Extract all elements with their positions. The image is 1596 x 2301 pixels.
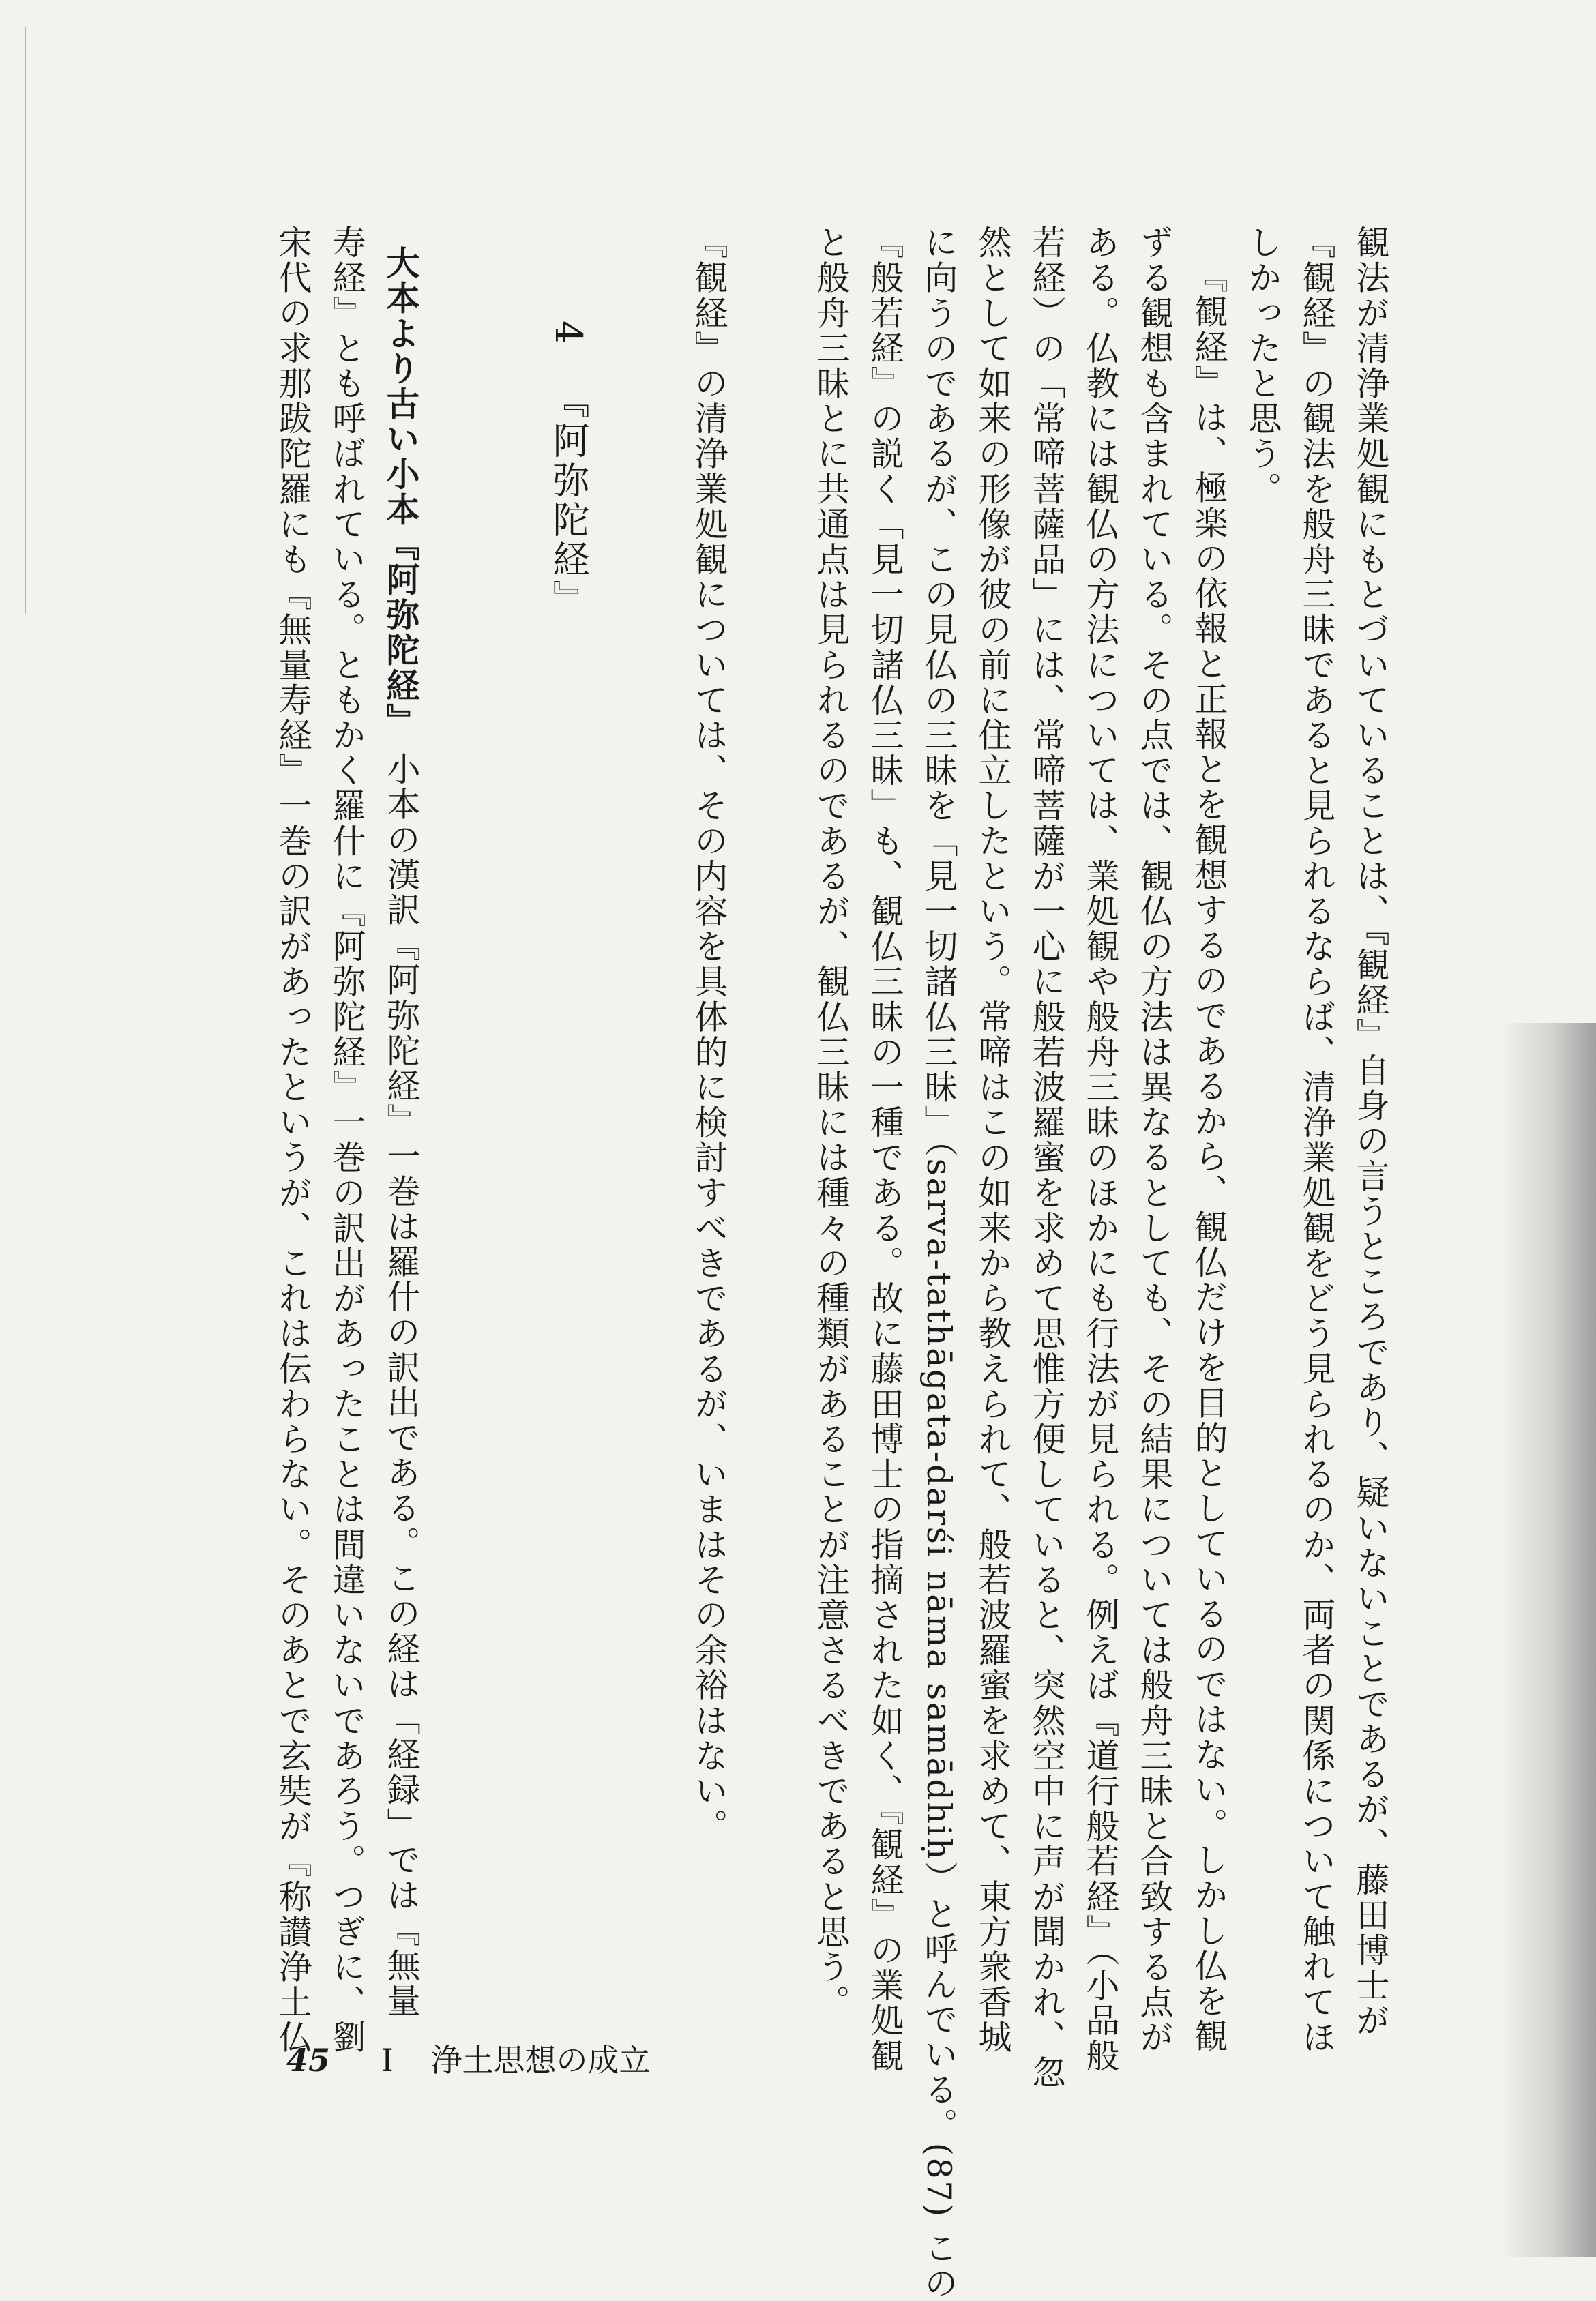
paragraph-lead: 大本より古い小本『阿弥陀経』 [381, 246, 421, 739]
text-column-14: 寿経』とも呼ばれている。ともかく羅什に『阿弥陀経』一巻の訳出があったことは間違いないであろう。つぎに、劉 [327, 225, 366, 2055]
section-number: 4 [547, 321, 590, 347]
gutter-line [25, 27, 26, 614]
text-column-8: 然として如来の形像が彼の前に住立したという。常啼はこの如来から教えられて、般若波羅蜜を求めて、東方衆香城 [973, 225, 1012, 2055]
text-column-13 [381, 246, 421, 2019]
text-column-10: 『般若経』の説く「見一切諸仏三昧」も、観仏三昧の一種である。故に藤田博士の指摘された如く、『観経』の業処観 [866, 225, 904, 2074]
text-column-2: 『観経』の観法を般舟三昧であると見られるならば、清浄業処観をどう見られるのか、両者の関係について触れてほ [1297, 225, 1336, 2055]
scan-shadow-edge [1501, 1023, 1596, 2257]
section-title: 『阿弥陀経』 [547, 382, 590, 619]
paragraph-text: 小本の漢訳『阿弥陀経』一巻は羅什の訳出である。この経は「経録」では『無量 [382, 752, 421, 2019]
text-column-7: 若経）の「常啼菩薩品」には、常啼菩薩が一心に般若波羅蜜を求めて思惟方便していると、突然空中に声が聞かれ、忽 [1027, 225, 1066, 2090]
page-number: 45 [286, 2042, 331, 2079]
text-column-15: 宋代の求那跋陀羅にも『無量寿経』一巻の訳があったというが、これは伝わらない。そのあとで玄奘が『称讃浄土仏 [274, 225, 312, 2055]
text-column-9: に向うのであるが、この見仏の三昧を「見一切諸仏三昧」（sarva-tathāgata-darśi nāma samādhiḥ）と呼んでいる。(87) この [919, 225, 958, 2301]
text-column-12: 『観経』の清浄業処観については、その内容を具体的に検討すべきであるが、いまはその余裕はない。 [690, 225, 728, 1844]
text-column-11: と般舟三昧とに共通点は見られるのであるが、観仏三昧には種々の種類があることが注意さるべきであると思う。 [812, 225, 851, 2020]
text-column-1: 観法が清浄業処観にもとづいていることは、『観経』自身の言うところであり、疑いないことであるが、藤田博士が [1351, 225, 1390, 2038]
text-column-5: ずる観想も含まれている。その点では、観仏の方法は異なるとしても、その結果については般舟三昧と合致する点が [1135, 225, 1174, 2055]
part-numeral: I [381, 2042, 394, 2079]
text-column-3: しかったと思う。 [1243, 225, 1282, 507]
page-footer [286, 2036, 650, 2081]
text-column-6: ある。仏教には観仏の方法については、業処観や般舟三昧のほかにも行法が見られる。例えば『道行般若経』（小品般 [1081, 225, 1120, 2074]
chapter-title: 浄土思想の成立 [430, 2042, 651, 2079]
text-column-4: 『観経』は、極楽の依報と正報とを観想するのであるから、観仏だけを目的としているのではない。しかし仏を観 [1189, 259, 1228, 2054]
